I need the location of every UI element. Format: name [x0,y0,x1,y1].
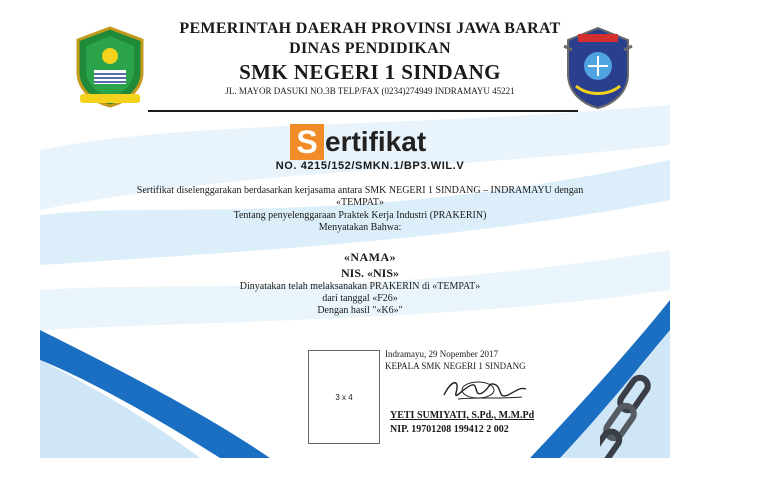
body-line-4: Menyatakan Bahwa: [318,222,402,233]
signatory-nip: NIP. 19701208 199412 2 002 [390,424,509,435]
body-line-2: «TEMPAT» [336,197,384,208]
body-line-5: Dinyatakan telah melaksanakan PRAKERIN di «TEMPAT» [239,281,481,292]
signature-place-date: Indramayu, 29 Nopember 2017 [385,349,498,359]
photo-placeholder [308,350,380,444]
title-rest: ertifikat [325,126,427,157]
header-government: PEMERINTAH DAERAH PROVINSI JAWA BARAT [179,20,561,37]
recipient-name: «NAMA» [343,250,397,264]
signatory-name: YETI SUMIYATI, S.Pd., M.M.Pd [390,410,535,421]
body-line-6: dari tanggal «F26» [322,293,398,304]
west-java-emblem-icon [74,26,146,108]
certificate [40,0,670,458]
header-address: JL. MAYOR DASUKI NO.3B TELP/FAX (0234)274949 INDRAMAYU 45221 [225,86,515,96]
certificate-title [290,124,426,164]
recipient-nis: NIS. «NIS» [340,266,400,280]
handwritten-signature-icon [438,373,528,407]
header-divider [148,110,578,112]
body-line-1: Sertifikat diselenggarakan berdasarkan kerjasama antara SMK NEGERI 1 SINDANG – INDRAMAYU dengan [136,185,584,196]
photo-size-label: 3 x 4 [335,392,353,402]
body-line-7: Dengan hasil "«K6»" [317,305,403,316]
signature-position: KEPALA SMK NEGERI 1 SINDANG [385,361,526,371]
certificate-number: NO. 4215/152/SMKN.1/BP3.WIL.V [275,160,465,172]
header-department: DINAS PENDIDIKAN [289,40,451,57]
chain-decoration-icon [600,372,670,458]
body-line-3: Tentang penyelenggaraan Praktek Kerja Industri (PRAKERIN) [233,210,487,221]
header-school-name: SMK NEGERI 1 SINDANG [239,60,501,84]
title-initial: S [290,124,324,160]
